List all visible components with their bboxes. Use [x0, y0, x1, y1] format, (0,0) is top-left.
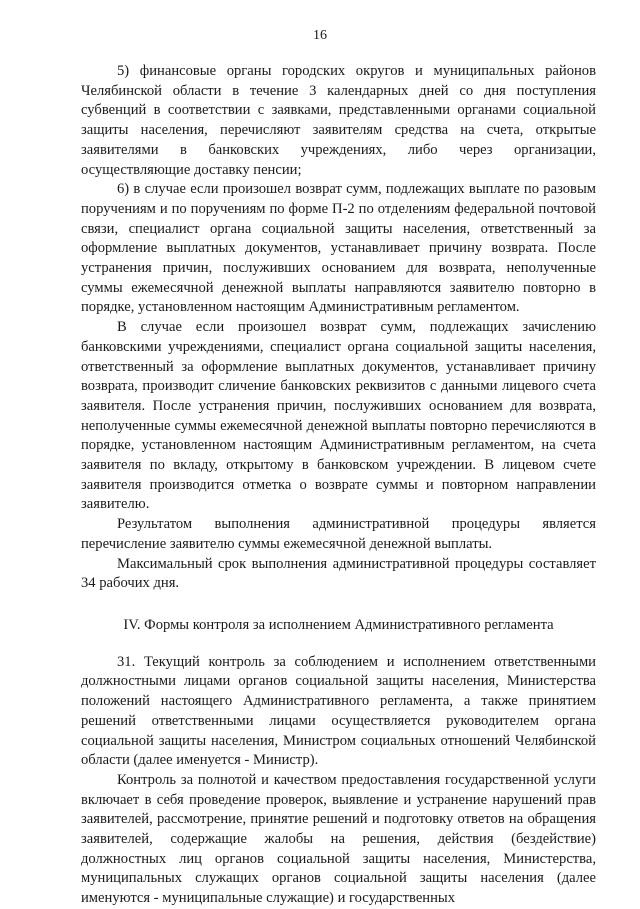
- paragraph-max-duration: Максимальный срок выполнения административной процедуры составляет 34 рабочих дня.: [81, 555, 596, 592]
- paragraph-procedure-result: Результатом выполнения административной процедуры является перечисление заявителю суммы ежемесячной денежной выплаты.: [81, 516, 596, 552]
- page-number: 16: [313, 28, 327, 43]
- paragraph-item-6-postal-return: 6) в случае если произошел возврат сумм, подлежащих выплате по разовым поручениям и по поручениям по форме П-2 по отделениям федеральной почтовой связи, специалист органа социальной защиты населения, ответственный за оформление выплатных документов, устанавливает причину возврата. После устранения причин, послуживших основанием для возврата, неполученные суммы ежемесячной денежной выплаты направляются заявителю повторно в порядке, установленном настоящим Административным регламентом.: [81, 181, 596, 316]
- paragraph-bank-return: В случае если произошел возврат сумм, подлежащих зачислению банковскими учреждениями, специалист органа социальной защиты населения, ответственный за оформление выплатных документов, устанавливает причину возврата, производит сличение банковских реквизитов с данными лицевого счета заявителя. После устранения причин, послуживших основанием для возврата, неполученные суммы ежемесячной денежной выплаты повторно перечисляются в порядке, установленном настоящим Административным регламентом, на счета заявителя по вкладу, открытому в банковском учреждении. В лицевом счете заявителя производится отметка о возврате суммы и повторном направлении заявителю.: [81, 319, 596, 513]
- paragraph-item-5-financial-bodies: 5) финансовые органы городских округов и муниципальных районов Челябинской области в течение 3 календарных дней со дня поступления субвенций в соответствии с заявками, представленными органами социальной защиты населения, перечисляют заявителям средства на счета, открытые заявителями в банковских учреждениях, либо через организации, осуществляющие доставку пенсии;: [81, 63, 596, 178]
- paragraph-31-current-control: 31. Текущий контроль за соблюдением и исполнением ответственными должностными лицами органов социальной защиты населения, Министерства положений настоящего Административного регламента, а также принятием решений ответственными лицами осуществляется руководителем органа социальной защиты населения, Министром социальных отношений Челябинской области (далее именуется - Министр).: [81, 653, 596, 769]
- paragraph-quality-control: Контроль за полнотой и качеством предоставления государственной услуги включает в себя проведение проверок, выявление и устранение нарушений прав заявителей, рассмотрение, принятие решений и подготовку ответов на обращения заявителей, содержащие жалобы на решения, действия (бездействие) должностных лиц органов социальной защиты населения, Министерства, муниципальных служащих органов социальной защиты населения (далее именуются - муниципальные служащие) и государственных: [81, 771, 596, 907]
- document-body: [81, 62, 596, 909]
- section-heading: IV. Формы контроля за исполнением Административного регламента: [123, 616, 554, 633]
